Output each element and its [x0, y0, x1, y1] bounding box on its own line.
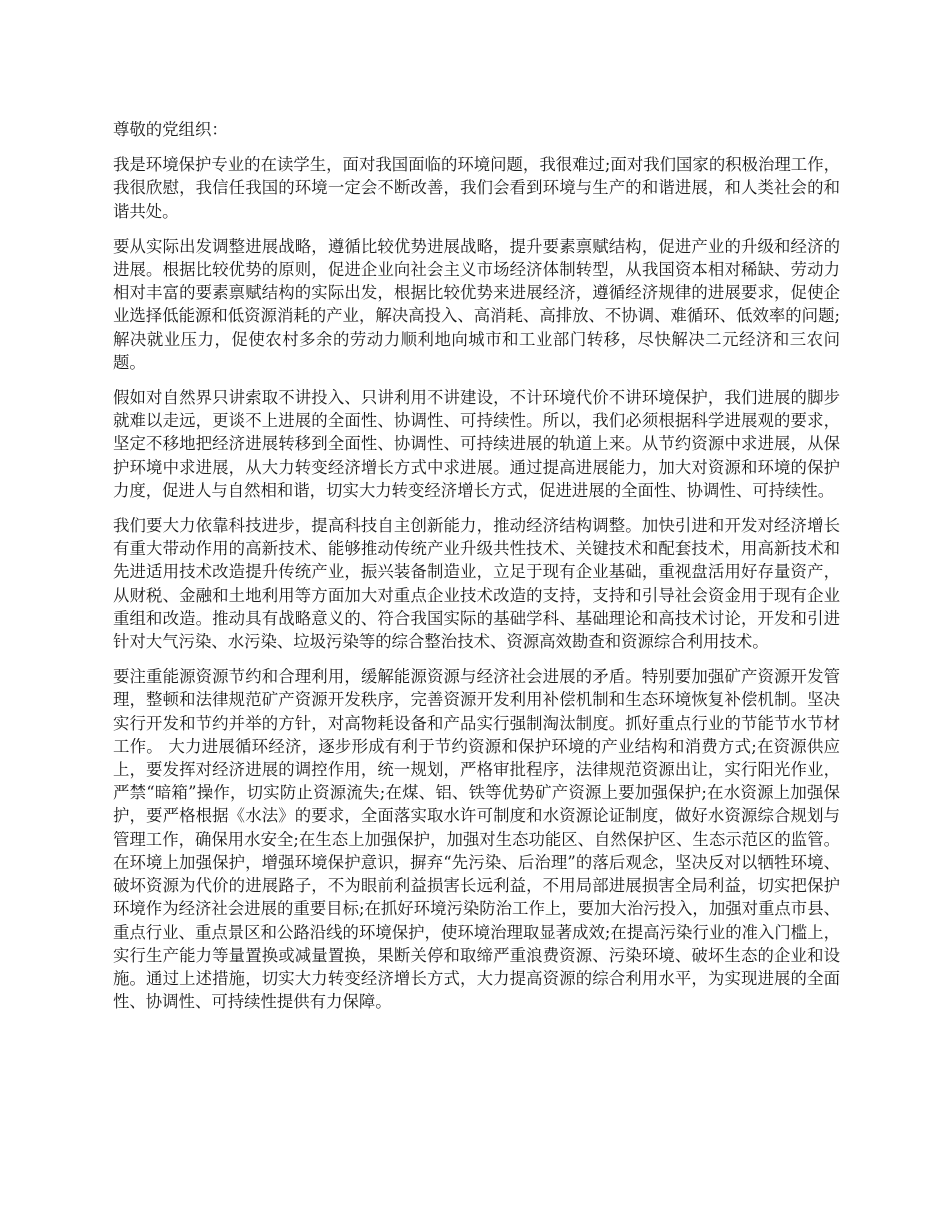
paragraph-2: 要从实际出发调整进展战略，遵循比较优势进展战略，提升要素禀赋结构，促进产业的升级和经济的进展。根据比较优势的原则，促进企业向社会主义市场经济体制转型，从我国资本相对稀缺、劳动力相对丰富的要素禀赋结构的实际出发，根据比较优势来进展经济，遵循经济规律的进展要求，促使企业选择低能源和低资源消耗的产业，解决高投入、高消耗、高排放、不协调、难循环、低效率的问题;解决就业压力，促使农村多余的劳动力顺利地向城市和工业部门转移，尽快解决二元经济和三农问题。 — [113, 236, 840, 372]
paragraph-1: 我是环境保护专业的在读学生，面对我国面临的环境问题，我很难过;面对我们国家的积极治理工作，我很欣慰，我信任我国的环境一定会不断改善，我们会看到环境与生产的和谐进展，和人类社会的和谐共处。 — [113, 155, 840, 221]
paragraph-3: 假如对自然界只讲索取不讲投入、只讲利用不讲建设，不计环境代价不讲环境保护，我们进展的脚步就难以走远，更谈不上进展的全面性、协调性、可持续性。所以，我们必须根据科学进展观的要求， 坚定不移地把经济进展转移到全面性、协调性、可持续进展的轨道上来。从节约资源中求进展，从保护环境中求进展，从大力转变经济增长方式中求进展。通过提高进展能力，加大对资源和环境的保护力度，促进人与自然相和谐，切实大力转变经济增长方式，促进进展的全面性、协调性、可持续性。 — [113, 388, 840, 500]
document-body — [113, 118, 840, 1025]
salutation: 尊敬的党组织： — [113, 120, 228, 139]
paragraph-4: 我们要大力依靠科技进步，提高科技自主创新能力，推动经济结构调整。加快引进和开发对经济增长有重大带动作用的高新技术、能够推动传统产业升级共性技术、关键技术和配套技术，用高新技术和先进适用技术改造提升传统产业，振兴装备制造业，立足于现有企业基础，重视盘活用好存量资产，从财税、金融和土地利用等方面加大对重点企业技术改造的支持，支持和引导社会资金用于现有企业重组和改造。推动具有战略意义的、符合我国实际的基础学科、基础理论和高技术讨论，开发和引进针对大气污染、水污染、垃圾污染等的综合整治技术、资源高效勘查和资源综合利用技术。 — [113, 516, 840, 652]
paragraph-5: 要注重能源资源节约和合理利用，缓解能源资源与经济社会进展的矛盾。特别要加强矿产资源开发管理，整顿和法律规范矿产资源开发秩序，完善资源开发利用补偿机制和生态环境恢复补偿机制。坚决实行开发和节约并举的方针，对高物耗设备和产品实行强制淘汰制度。抓好重点行业的节能节水节材工作。 大力进展循环经济，逐步形成有利于节约资源和保护环境的产业结构和消费方式;在资源供应上，要发挥对经济进展的调控作用，统一规划，严格审批程序，法律规范资源出让，实行阳光作业，严禁“暗箱”操作，切实防止资源流失;在煤、铝、铁等优势矿产资源上要加强保护;在水资源上加强保护，要严格根据《水法》的要求，全面落实取水许可制度和水资源论证制度，做好水资源综合规划与管理工作，确保用水安全;在生态上加强保护，加强对生态功能区、自然保护区、生态示范区的监管。在环境上加强保护，增强环境保护意识，摒弃“先污染、后治理”的落后观念，坚决反对以牺牲环境、破坏资源为代价的进展路子，不为眼前利益损害长远利益，不用局部进展损害全局利益，切实把保护环境作为经济社会进展的重要目标;在抓好环境污染防治工作上，要加大治污投入，加强对重点市县、重点行业、重点景区和公路沿线的环境保护，使环境治理取显著成效;在提高污染行业的准入门槛上，实行生产能力等量置换或减量置换，果断关停和取缔严重浪费资源、污染环境、破坏生态的企业和设施。通过上述措施，切实大力转变经济增长方式，大力提高资源的综合利用水平，为实现进展的全面性、协调性、可持续性提供有力保障。 — [113, 667, 840, 1012]
